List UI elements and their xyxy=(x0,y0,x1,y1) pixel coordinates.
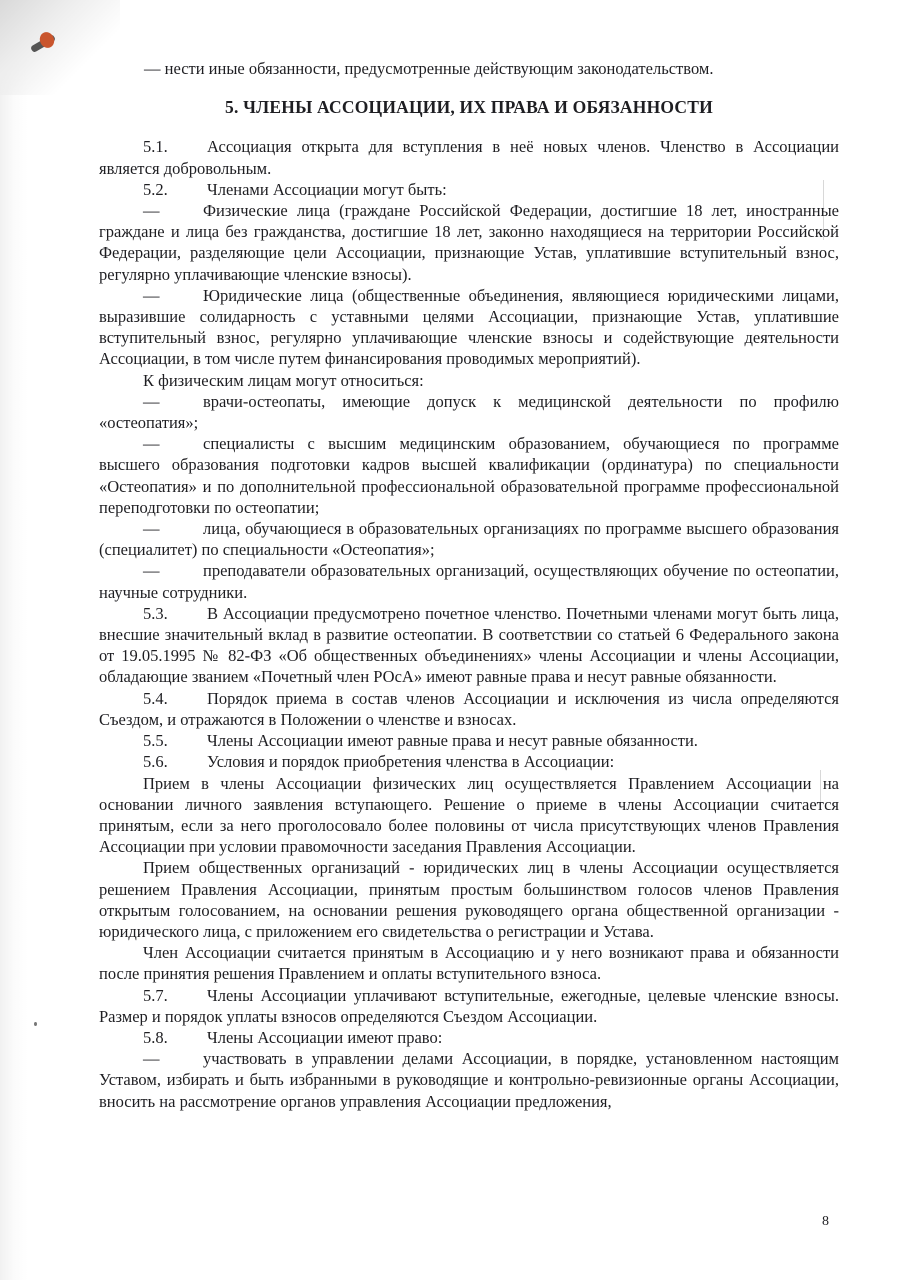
paragraph-text: Члены Ассоциации имеют равные права и несут равные обязанности. xyxy=(207,731,698,751)
clause-number: 5.2. xyxy=(143,179,168,199)
clause-number: 5.7. xyxy=(143,985,168,1005)
paragraph xyxy=(99,370,839,391)
paragraph-text: Членами Ассоциации могут быть: xyxy=(207,179,447,199)
paragraph-text: Прием общественных организаций - юридических лиц в члены Ассоциации осуществляется решением Правления Ассоциации, принятым простым большинством голосов членов Правления открытым голосованием, на основании решения руководящего органа общественной организации - юридического лица, с приложением его свидетельства о регистрации и Устава. xyxy=(99,858,839,941)
paragraph-text: Юридические лица (общественные объединения, являющиеся юридическими лицами, выразившие солидарность с уставными целями Ассоциации, признающие Устав, уплатившие вступительный взнос, регулярно уплачивающие членские взносы и содействующие деятельности Ассоциации, в том числе путем финансирования проводимых мероприятий). xyxy=(99,285,839,369)
paragraph-text: лица, обучающиеся в образовательных организациях по программе высшего образования (специалитет) по специальности «Остеопатия»; xyxy=(99,519,839,560)
clause-number: 5.5. xyxy=(143,731,168,751)
paragraph-text: специалисты с высшим медицинским образованием, обучающиеся по программе высшего образования подготовки кадров высшей квалификации (ординатура) по специальности «Остеопатия» и по дополнительной профессиональной образовательной программе профессиональной переподготовки по остеопатии; xyxy=(99,434,839,517)
list-dash: — xyxy=(143,285,160,305)
clause-number: 5.1. xyxy=(143,137,168,157)
paragraph xyxy=(99,985,839,1027)
paragraph-text: врачи-остеопаты, имеющие допуск к медицинской деятельности по профилю «остеопатия»; xyxy=(99,391,839,433)
paragraph xyxy=(99,751,839,772)
paragraph-text: В Ассоциации предусмотрено почетное членство. Почетными членами могут быть лица, внесшие значительный вклад в развитие остеопатии. В соответствии со статьей 6 Федерального закона от 19.05.1995 № 82-ФЗ «Об общественных объединениях» члены Ассоциации и члены Ассоциации, обладающие званием «Почетный член РОсА» имеют равные права и несут равные обязанности. xyxy=(99,603,839,687)
paragraph-text: Прием в члены Ассоциации физических лиц осуществляется Правлением Ассоциации на основании личного заявления вступающего. Решение о приеме в члены Ассоциации считается принятым, если за него проголосовало более половины от числа присутствующих членов Правления Ассоциации при условии правомочности заседания Правления Ассоциации. xyxy=(99,773,839,857)
paragraph xyxy=(99,730,839,751)
paragraph-text: Ассоциация открыта для вступления в неё новых членов. Членство в Ассоциации является добровольным. xyxy=(99,137,839,178)
paragraph-text: Условия и порядок приобретения членства в Ассоциации: xyxy=(207,752,615,772)
scan-speck xyxy=(34,1022,37,1026)
paragraph-text: Физические лица (граждане Российской Федерации, достигшие 18 лет, иностранные граждане и лица без гражданства, достигшие 18 лет, законно находящиеся на территории Российской Федерации, разделяющие цели Ассоциации, признающие Устав, уплатившие вступительный взнос, регулярно уплачивающие членские взносы). xyxy=(99,201,839,284)
clause-number: 5.3. xyxy=(143,603,168,623)
list-dash: — xyxy=(143,391,160,411)
paragraph xyxy=(99,688,839,730)
list-dash: — xyxy=(143,519,160,539)
document-body xyxy=(99,58,839,1112)
paragraph-text: Член Ассоциации считается принятым в Ассоциацию и у него возникают права и обязанности после принятия решения Правлением и оплаты вступительного взноса. xyxy=(99,943,839,984)
paragraph-text: преподаватели образовательных организаций, осуществляющих обучение по остеопатии, научные сотрудники. xyxy=(99,561,839,602)
list-dash: — xyxy=(143,434,160,454)
paragraph xyxy=(99,518,839,560)
list-dash: — xyxy=(143,201,160,221)
section-title: 5. ЧЛЕНЫ АССОЦИАЦИИ, ИХ ПРАВА И ОБЯЗАННОСТИ xyxy=(225,97,713,118)
paragraph xyxy=(99,603,839,688)
paragraph xyxy=(99,200,839,285)
list-dash: — xyxy=(143,1049,160,1069)
paragraph xyxy=(99,136,839,178)
clause-number: 5.8. xyxy=(143,1027,168,1047)
paragraph-text: К физическим лицам могут относиться: xyxy=(143,370,424,390)
paragraph xyxy=(99,391,839,433)
paragraph xyxy=(99,560,839,602)
paragraph xyxy=(99,1048,839,1112)
paragraph xyxy=(99,773,839,858)
paragraph xyxy=(99,1027,839,1048)
paragraph-text: Члены Ассоциации имеют право: xyxy=(207,1027,443,1047)
paragraph-text: участвовать в управлении делами Ассоциации, в порядке, установленном настоящим Уставом, избирать и быть избранными в руководящие и контрольно-ревизионные органы Ассоциации, вносить на рассмотрение органов управления Ассоциации предложения, xyxy=(99,1049,839,1111)
paragraph-text: Порядок приема в состав членов Ассоциации и исключения из числа определяются Съездом, и отражаются в Положении о членстве и взносах. xyxy=(99,688,839,729)
clause-number: 5.4. xyxy=(143,688,168,708)
paragraph-list xyxy=(99,136,839,1111)
intro-line: — нести иные обязанности, предусмотренные действующим законодательством. xyxy=(144,59,714,78)
paragraph xyxy=(99,942,839,984)
paragraph-text: Члены Ассоциации уплачивают вступительные, ежегодные, целевые членские взносы. Размер и порядок уплаты взносов определяются Съездом Ассоциации. xyxy=(99,985,839,1026)
paragraph xyxy=(99,857,839,942)
paragraph xyxy=(99,433,839,518)
paragraph xyxy=(99,179,839,200)
clause-number: 5.6. xyxy=(143,752,168,772)
list-dash: — xyxy=(143,561,160,581)
paragraph xyxy=(99,285,839,370)
page-number: 8 xyxy=(822,1214,829,1229)
